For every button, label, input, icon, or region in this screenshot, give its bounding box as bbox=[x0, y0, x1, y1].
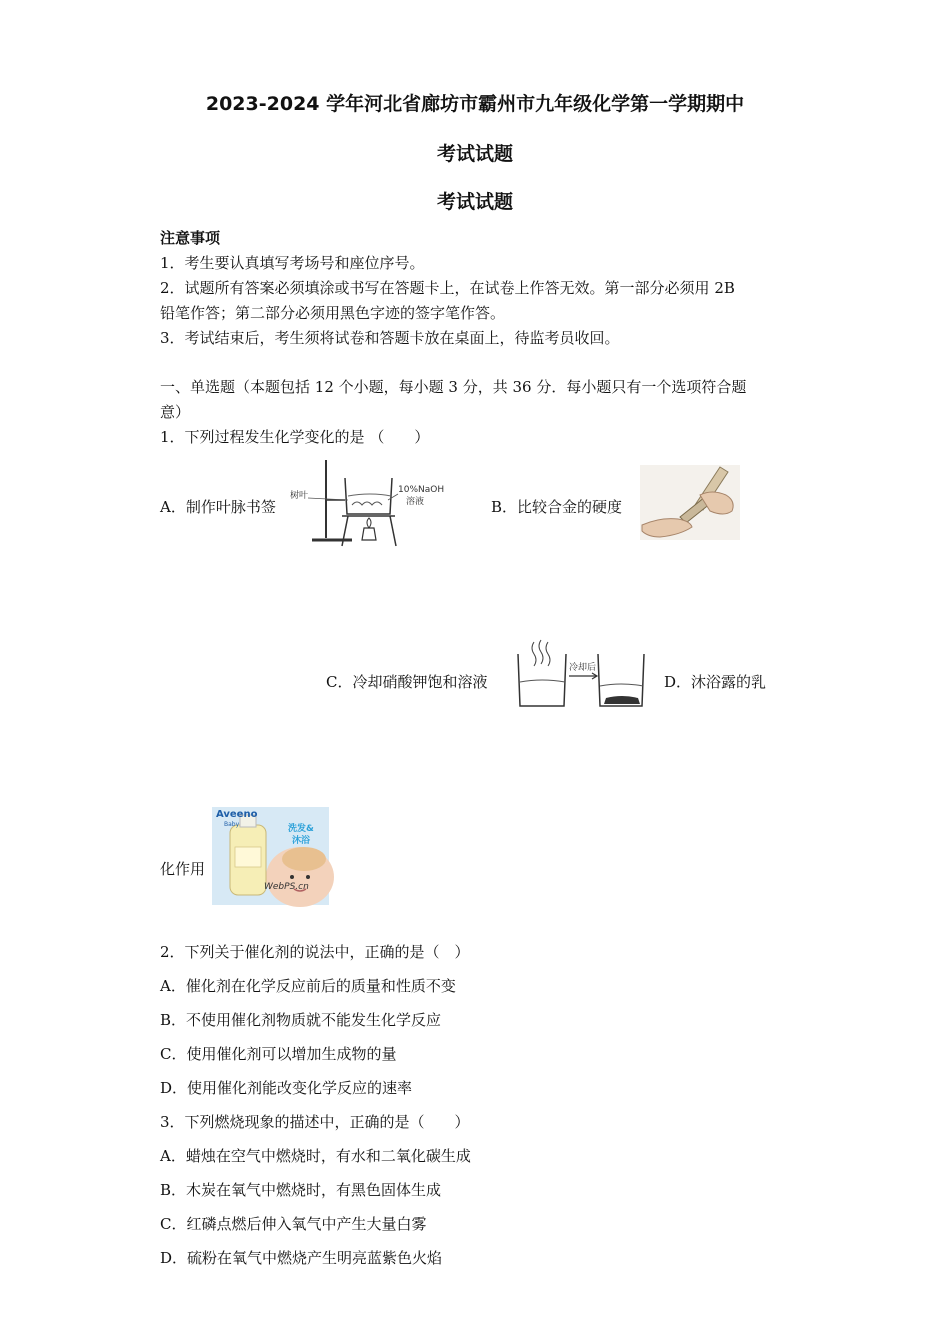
section-heading-line1: 一、单选题（本题包括 12 个小题，每小题 3 分，共 36 分．每小题只有一个选项符合题 bbox=[160, 378, 747, 396]
page-subtitle: 考试试题 bbox=[436, 191, 513, 213]
q1-option-b: B．比较合金的硬度 bbox=[491, 498, 623, 516]
leaf-label: 树叶 bbox=[290, 491, 309, 501]
q3-option-d: D．硫粉在氧气中燃烧产生明亮蓝紫色火焰 bbox=[160, 1249, 443, 1267]
notice-item-2-line1: 2．试题所有答案必须填涂或书写在答题卡上，在试卷上作答无效。第一部分必须用 2B bbox=[160, 279, 735, 297]
notice-heading: 注意事项 bbox=[160, 229, 221, 247]
alloy-hardness-figure bbox=[640, 465, 740, 540]
page-title: 2023-2024 学年河北省廊坊市霸州市九年级化学第一学期期中 bbox=[205, 93, 745, 115]
q1-option-d-cont: 化作用 bbox=[160, 860, 206, 878]
q3-option-a: A．蜡烛在空气中燃烧时，有水和二氧化碳生成 bbox=[160, 1147, 471, 1165]
q1-stem: 1．下列过程发生化学变化的是 （ ） bbox=[160, 428, 430, 446]
q1-option-a: A．制作叶脉书签 bbox=[160, 498, 276, 516]
notice-item-3: 3．考试结束后，考生须将试卷和答题卡放在桌面上，待监考员收回。 bbox=[160, 329, 620, 347]
q3-stem: 3．下列燃烧现象的描述中，正确的是（ ） bbox=[160, 1113, 470, 1131]
arrow-label: 冷却后 bbox=[569, 663, 597, 673]
product-tag-2: 沐浴 bbox=[292, 836, 311, 846]
product-tag-1: 洗发& bbox=[288, 824, 314, 834]
q2-option-a: A．催化剂在化学反应前后的质量和性质不变 bbox=[160, 977, 456, 995]
q2-option-b: B．不使用催化剂物质就不能发生化学反应 bbox=[160, 1011, 442, 1029]
watermark: WebPS.cn bbox=[264, 882, 309, 892]
brand-label: Aveeno bbox=[216, 809, 258, 820]
page-title-line2: 考试试题 bbox=[436, 143, 513, 165]
q2-stem: 2．下列关于催化剂的说法中，正确的是（ ） bbox=[160, 943, 470, 961]
brand-sub-label: Baby bbox=[224, 821, 240, 828]
q3-option-b: B．木炭在氧气中燃烧时，有黑色固体生成 bbox=[160, 1181, 442, 1199]
naoh-label: 10%NaOH bbox=[398, 485, 445, 495]
baby-wash-product-figure bbox=[212, 807, 329, 905]
q3-option-c: C．红磷点燃后伸入氧气中产生大量白雾 bbox=[160, 1215, 427, 1233]
notice-item-2-line2: 铅笔作答；第二部分必须用黑色字迹的签字笔作答。 bbox=[160, 304, 506, 322]
q1-option-c: C．冷却硝酸钾饱和溶液 bbox=[326, 673, 488, 691]
q1-option-d: D．沐浴露的乳 bbox=[664, 673, 767, 691]
leaf-vein-apparatus-figure bbox=[290, 458, 460, 550]
q2-option-c: C．使用催化剂可以增加生成物的量 bbox=[160, 1045, 397, 1063]
naoh-label-2: 溶液 bbox=[406, 497, 425, 507]
cooling-solution-figure bbox=[514, 638, 649, 710]
section-heading-line2: 意） bbox=[160, 403, 191, 421]
q2-option-d: D．使用催化剂能改变化学反应的速率 bbox=[160, 1079, 413, 1097]
notice-item-1: 1．考生要认真填写考场号和座位序号。 bbox=[160, 254, 425, 272]
